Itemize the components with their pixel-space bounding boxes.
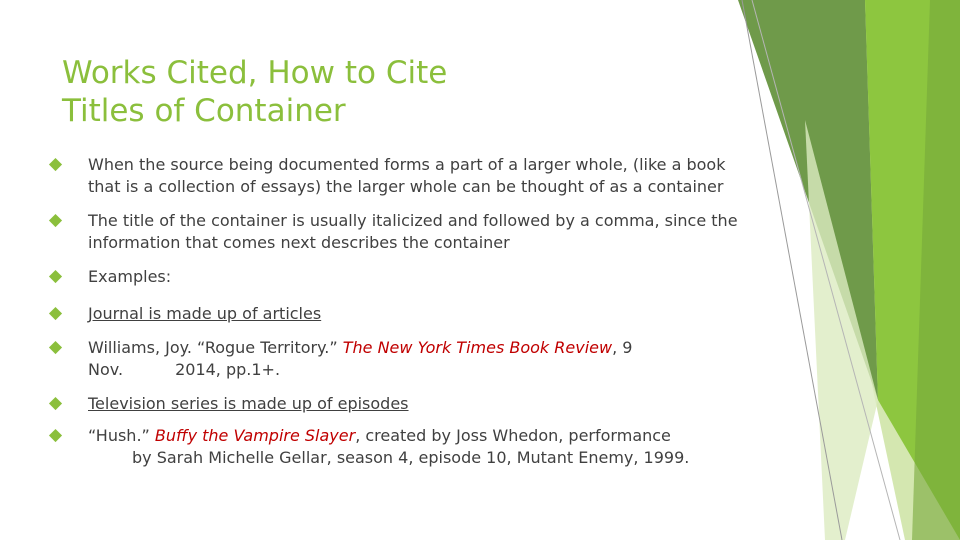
diamond-bullet-icon (48, 306, 63, 321)
title-line-2: Titles of Container (62, 93, 346, 129)
citation-text: Nov. (88, 360, 124, 379)
bullet-text: The title of the container is usually italicized and followed by a comma, since the information that comes next describes the container (88, 211, 738, 252)
slide-title (62, 54, 702, 130)
bullet-item (48, 266, 738, 288)
citation-text: Williams, Joy. “Rogue Territory.” (88, 338, 343, 357)
bullet-list (48, 154, 738, 469)
diamond-bullet-icon (48, 157, 63, 172)
container-title: The New York Times Book Review (342, 338, 613, 357)
bullet-text-underlined: Television series is made up of episodes (88, 394, 409, 413)
diamond-bullet-icon (48, 428, 63, 443)
citation-text: , created by Joss Whedon, performance (355, 426, 671, 445)
diamond-bullet-icon (48, 213, 63, 228)
bullet-text-underlined: Journal is made up of articles (88, 304, 322, 323)
container-title: Buffy the Vampire Slayer (154, 426, 356, 445)
citation-text: 2014, pp.1+. (175, 360, 281, 379)
bullet-item (48, 154, 738, 198)
citation-text: by Sarah Michelle Gellar, season 4, episode 10, Mutant Enemy, 1999. (132, 448, 690, 467)
citation-text: “Hush.” (88, 426, 155, 445)
bullet-item (48, 303, 738, 325)
title-line-1: Works Cited, How to Cite (62, 55, 448, 91)
bullet-item (48, 337, 738, 381)
diamond-bullet-icon (48, 396, 63, 411)
bullet-item (48, 210, 738, 254)
diamond-bullet-icon (48, 269, 63, 284)
bullet-item (48, 425, 738, 469)
bullet-text: When the source being documented forms a part of a larger whole, (like a book that is a collection of essays) the larger whole can be thought of as a container (88, 155, 726, 196)
bullet-item (48, 393, 738, 415)
citation-text: , 9 (612, 338, 633, 357)
diamond-bullet-icon (48, 340, 63, 355)
bullet-text: Examples: (88, 267, 172, 286)
